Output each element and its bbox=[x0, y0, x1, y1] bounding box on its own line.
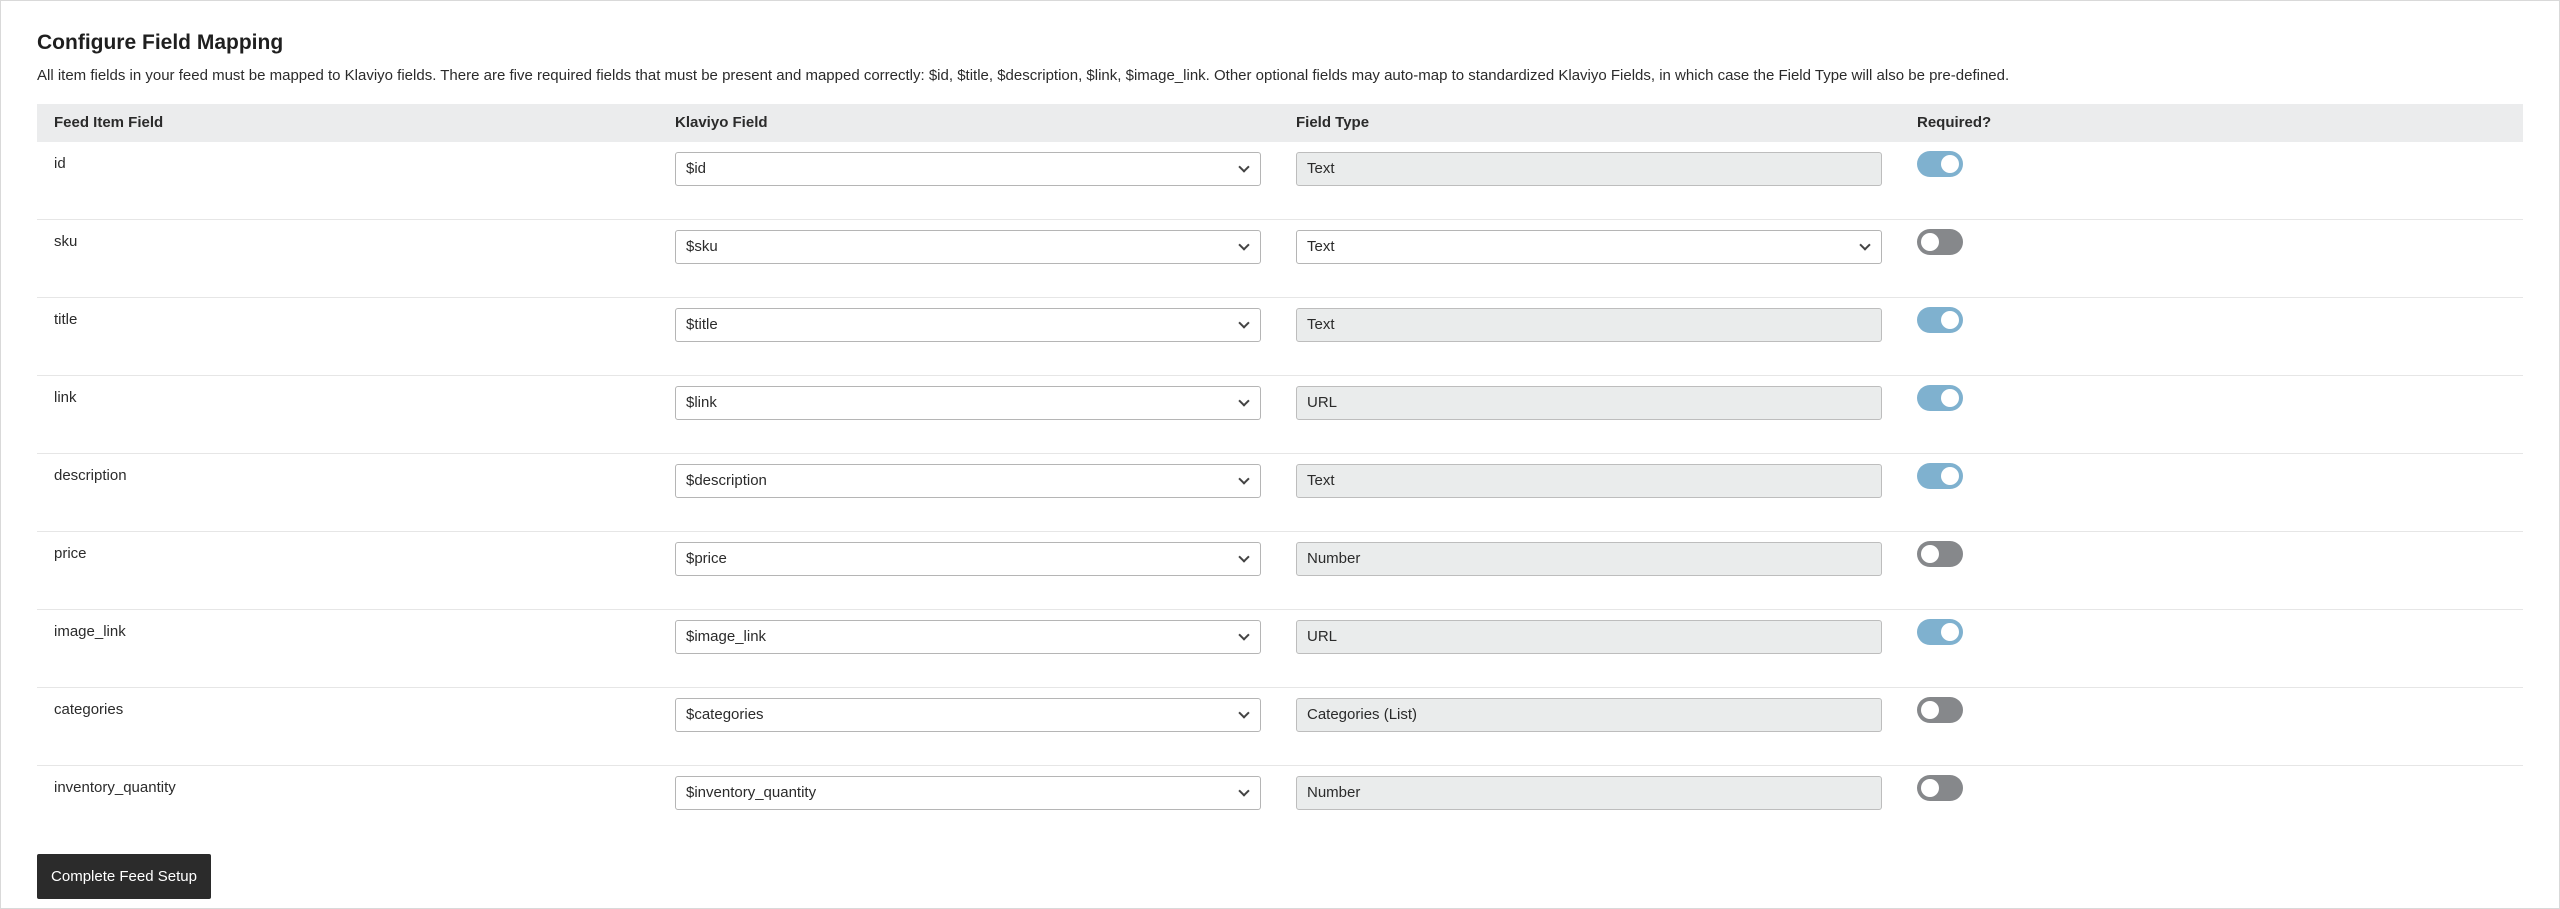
field-type-readonly bbox=[1296, 152, 1882, 186]
field-type-value: Categories (List) bbox=[1307, 706, 1418, 723]
table-header bbox=[37, 104, 2523, 142]
field-type-value: Number bbox=[1307, 784, 1361, 801]
page-title: Configure Field Mapping bbox=[37, 31, 284, 54]
required-toggle[interactable] bbox=[1917, 541, 1963, 567]
klaviyo-field-select[interactable] bbox=[675, 776, 1261, 810]
toggle-knob bbox=[1921, 545, 1939, 563]
feed-item-field-name: id bbox=[54, 155, 66, 172]
klaviyo-field-value: $price bbox=[686, 550, 727, 567]
klaviyo-field-value: $title bbox=[686, 316, 718, 333]
required-toggle[interactable] bbox=[1917, 619, 1963, 645]
required-toggle[interactable] bbox=[1917, 463, 1963, 489]
klaviyo-field-value: $id bbox=[686, 160, 707, 177]
field-type-value: Number bbox=[1307, 550, 1361, 567]
column-header-required: Required? bbox=[1917, 114, 1992, 131]
required-toggle[interactable] bbox=[1917, 307, 1963, 333]
chevron-down-icon bbox=[1238, 161, 1249, 172]
field-type-readonly bbox=[1296, 308, 1882, 342]
klaviyo-field-value: $link bbox=[686, 394, 717, 411]
chevron-down-icon bbox=[1238, 629, 1249, 640]
toggle-knob bbox=[1921, 233, 1939, 251]
required-toggle[interactable] bbox=[1917, 229, 1963, 255]
required-toggle[interactable] bbox=[1917, 775, 1963, 801]
klaviyo-field-select[interactable] bbox=[675, 230, 1261, 264]
feed-item-field-name: description bbox=[54, 467, 127, 484]
column-header-field-type: Field Type bbox=[1296, 114, 1370, 131]
field-type-readonly bbox=[1296, 542, 1882, 576]
field-mapping-table bbox=[37, 104, 2523, 844]
klaviyo-field-select[interactable] bbox=[675, 152, 1261, 186]
required-toggle[interactable] bbox=[1917, 697, 1963, 723]
field-type-readonly bbox=[1296, 464, 1882, 498]
klaviyo-field-value: $categories bbox=[686, 706, 764, 723]
klaviyo-field-select[interactable] bbox=[675, 620, 1261, 654]
column-header-feed-item-field: Feed Item Field bbox=[54, 114, 164, 131]
chevron-down-icon bbox=[1238, 239, 1249, 250]
feed-item-field-name: price bbox=[54, 545, 87, 562]
required-toggle[interactable] bbox=[1917, 151, 1963, 177]
chevron-down-icon bbox=[1238, 473, 1249, 484]
field-type-select[interactable] bbox=[1296, 230, 1882, 264]
table-row bbox=[37, 298, 2523, 376]
field-type-readonly bbox=[1296, 776, 1882, 810]
field-type-value: URL bbox=[1307, 628, 1338, 645]
klaviyo-field-value: $inventory_quantity bbox=[686, 784, 817, 801]
klaviyo-field-value: $image_link bbox=[686, 628, 767, 645]
feed-item-field-name: sku bbox=[54, 233, 78, 250]
column-header-klaviyo-field: Klaviyo Field bbox=[675, 114, 768, 131]
toggle-knob bbox=[1921, 779, 1939, 797]
table-row bbox=[37, 766, 2523, 844]
chevron-down-icon bbox=[1238, 551, 1249, 562]
field-type-value: Text bbox=[1307, 160, 1335, 177]
feed-item-field-name: link bbox=[54, 389, 77, 406]
toggle-knob bbox=[1941, 311, 1959, 329]
chevron-down-icon bbox=[1238, 317, 1249, 328]
table-row bbox=[37, 610, 2523, 688]
table-row bbox=[37, 454, 2523, 532]
field-type-readonly bbox=[1296, 620, 1882, 654]
table-body bbox=[37, 142, 2523, 844]
feed-item-field-name: inventory_quantity bbox=[54, 779, 176, 796]
field-type-readonly bbox=[1296, 386, 1882, 420]
table-row bbox=[37, 376, 2523, 454]
field-type-value: URL bbox=[1307, 394, 1338, 411]
field-type-value: Text bbox=[1307, 316, 1335, 333]
toggle-knob bbox=[1921, 701, 1939, 719]
complete-feed-setup-button[interactable]: Complete Feed Setup bbox=[37, 854, 211, 899]
table-row bbox=[37, 220, 2523, 298]
klaviyo-field-value: $description bbox=[686, 472, 767, 489]
klaviyo-field-select[interactable] bbox=[675, 542, 1261, 576]
field-type-value: Text bbox=[1307, 472, 1335, 489]
klaviyo-field-select[interactable] bbox=[675, 386, 1261, 420]
klaviyo-field-value: $sku bbox=[686, 238, 718, 255]
toggle-knob bbox=[1941, 389, 1959, 407]
field-type-value: Text bbox=[1307, 238, 1335, 255]
klaviyo-field-select[interactable] bbox=[675, 698, 1261, 732]
required-toggle[interactable] bbox=[1917, 385, 1963, 411]
toggle-knob bbox=[1941, 155, 1959, 173]
page-description: All item fields in your feed must be mapped to Klaviyo fields. There are five required fields that must be present and mapped correctly: $id, $title, $description, $link, $image_link. Other optional fields may auto-map to standardized Klaviyo Fields, in which case the Field Type will also be pre-defined. bbox=[37, 67, 2010, 84]
chevron-down-icon bbox=[1238, 707, 1249, 718]
table-row bbox=[37, 142, 2523, 220]
chevron-down-icon bbox=[1238, 785, 1249, 796]
field-type-readonly bbox=[1296, 698, 1882, 732]
chevron-down-icon bbox=[1859, 239, 1870, 250]
klaviyo-field-select[interactable] bbox=[675, 308, 1261, 342]
table-row bbox=[37, 688, 2523, 766]
chevron-down-icon bbox=[1238, 395, 1249, 406]
table-row bbox=[37, 532, 2523, 610]
feed-item-field-name: image_link bbox=[54, 623, 126, 640]
feed-item-field-name: categories bbox=[54, 701, 124, 718]
feed-item-field-name: title bbox=[54, 311, 78, 328]
toggle-knob bbox=[1941, 467, 1959, 485]
toggle-knob bbox=[1941, 623, 1959, 641]
klaviyo-field-select[interactable] bbox=[675, 464, 1261, 498]
